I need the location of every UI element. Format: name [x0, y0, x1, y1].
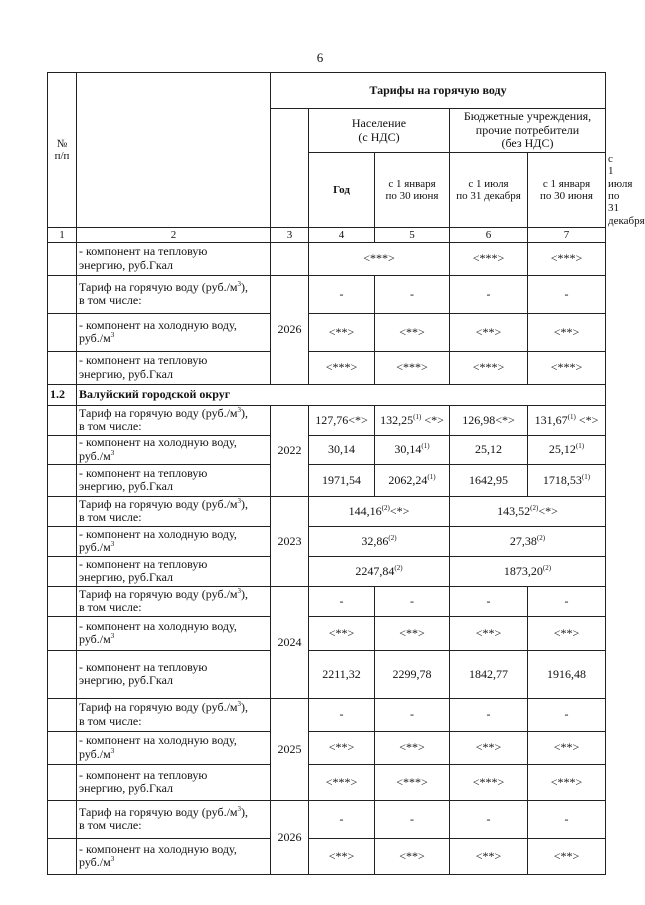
row-label-heat: - компонент на тепловую энергию, руб.Гкал	[77, 650, 271, 698]
value-cell: 2299,78	[375, 650, 450, 698]
value-cell: 126,98<*>	[450, 405, 528, 435]
value-cell: <***>	[450, 242, 528, 275]
value-cell: <***>	[309, 242, 450, 275]
value-cell: 25,12	[450, 435, 528, 464]
value-cell: <**>	[309, 616, 375, 650]
num-cell	[48, 586, 77, 616]
row-label-cold: - компонент на холодную воду, $руб./м^3$	[77, 313, 271, 351]
value-cell: 131,67$^{(1)}$ <*>	[528, 405, 606, 435]
row-label-tariff: Тариф на горячую воду $(руб./м^3)$, в том числе:	[77, 275, 271, 313]
num-cell	[48, 464, 77, 496]
year-2025: 2025	[271, 698, 309, 800]
num-cell	[48, 650, 77, 698]
value-cell: <***>	[309, 351, 375, 384]
year-2024: 2024	[271, 586, 309, 698]
col-number: 5	[375, 227, 450, 242]
header-year-blank	[271, 109, 309, 228]
header-period-jan: с 1 января по 30 июня	[375, 153, 450, 228]
value-cell: 1842,77	[450, 650, 528, 698]
col-number: 2	[77, 227, 271, 242]
value-cell: <**>	[375, 838, 450, 874]
value-cell: <**>	[309, 731, 375, 764]
value-cell: 25,12$^{(1)}$	[528, 435, 606, 464]
value-cell: -	[375, 275, 450, 313]
value-cell: <***>	[528, 764, 606, 800]
row-label-heat: - компонент на тепловую энергию, руб.Гкал	[77, 242, 271, 275]
value-cell: 1718,53$^{(1)}$	[528, 464, 606, 496]
value-cell: 1971,54	[309, 464, 375, 496]
row-label-tariff: Тариф на горячую воду $(руб./м^3)$, в том числе:	[77, 405, 271, 435]
value-cell: <**>	[309, 838, 375, 874]
value-cell: <***>	[375, 764, 450, 800]
value-cell: -	[450, 275, 528, 313]
value-cell: <**>	[528, 838, 606, 874]
header-budget: Бюджетные учреждения, прочие потребители (без НДС)	[450, 109, 606, 153]
col-number: 6	[450, 227, 528, 242]
value-cell: <**>	[528, 731, 606, 764]
row-label-cold: - компонент на холодную воду, $руб./м^3$	[77, 616, 271, 650]
value-cell: 2247,84$^{(2)}$	[309, 556, 450, 586]
section-number: 1.2	[48, 384, 77, 405]
value-cell: -	[450, 698, 528, 731]
value-cell: <***>	[375, 351, 450, 384]
value-cell: <**>	[375, 313, 450, 351]
value-cell: 27,38$^{(2)}$	[450, 526, 606, 556]
value-cell: 1642,95	[450, 464, 528, 496]
value-cell: <***>	[309, 764, 375, 800]
col-number: 3	[271, 227, 309, 242]
year-2026: 2026	[271, 800, 309, 874]
value-cell: -	[528, 800, 606, 838]
value-cell: 30,14$^{(1)}$	[375, 435, 450, 464]
value-cell: -	[450, 800, 528, 838]
row-label-heat: - компонент на тепловую энергию, руб.Гкал	[77, 764, 271, 800]
header-blank	[77, 73, 271, 228]
num-cell	[48, 496, 77, 526]
value-cell: <**>	[375, 731, 450, 764]
value-cell: <***>	[528, 242, 606, 275]
value-cell: <***>	[450, 764, 528, 800]
value-cell: $144,16^{(2)}<*>$	[309, 496, 450, 526]
value-cell: -	[450, 586, 528, 616]
value-cell: <**>	[450, 731, 528, 764]
value-cell: <**>	[375, 616, 450, 650]
year-2022: 2022	[271, 405, 309, 496]
value-cell: -	[528, 698, 606, 731]
header-year: Год	[309, 153, 375, 228]
num-cell	[48, 838, 77, 874]
value-cell: 1873,20$^{(2)}$	[450, 556, 606, 586]
value-cell: -	[309, 275, 375, 313]
value-cell: -	[375, 698, 450, 731]
row-label-cold: - компонент на холодную воду, $руб./м^3$	[77, 526, 271, 556]
year-2023: 2023	[271, 496, 309, 586]
num-cell	[48, 616, 77, 650]
year-2026: 2026	[271, 275, 309, 384]
value-cell: -	[309, 698, 375, 731]
value-cell: $143,52^{(2)}<*>$	[450, 496, 606, 526]
num-cell	[48, 405, 77, 435]
value-cell: -	[528, 275, 606, 313]
row-label-heat: - компонент на тепловую энергию, руб.Гкал	[77, 464, 271, 496]
row-label-tariff: Тариф на горячую воду $(руб./м^3)$, в том числе:	[77, 698, 271, 731]
value-cell: <**>	[528, 313, 606, 351]
value-cell: <***>	[528, 351, 606, 384]
value-cell: <**>	[450, 313, 528, 351]
value-cell: -	[309, 586, 375, 616]
num-cell	[48, 698, 77, 731]
header-population: Население (с НДС)	[309, 109, 450, 153]
value-cell: -	[309, 800, 375, 838]
num-cell	[48, 526, 77, 556]
row-label-cold: - компонент на холодную воду, $руб./м^3$	[77, 838, 271, 874]
row-label-heat: - компонент на тепловую энергию, руб.Гкал	[77, 351, 271, 384]
num-cell	[48, 242, 77, 275]
value-cell: -	[528, 586, 606, 616]
value-cell: 32,86$^{(2)}$	[309, 526, 450, 556]
value-cell: 30,14	[309, 435, 375, 464]
row-label-cold: - компонент на холодную воду, $руб./м^3$	[77, 731, 271, 764]
num-cell	[48, 556, 77, 586]
header-period-jan: с 1 января по 30 июня	[528, 153, 606, 228]
header-num: № п/п	[48, 73, 77, 228]
num-cell	[48, 764, 77, 800]
value-cell: <**>	[450, 838, 528, 874]
value-cell: 127,76<*>	[309, 405, 375, 435]
num-cell	[48, 313, 77, 351]
value-cell: <***>	[450, 351, 528, 384]
value-cell: 1916,48	[528, 650, 606, 698]
value-cell: <**>	[450, 616, 528, 650]
value-cell: <**>	[528, 616, 606, 650]
value-cell: 2062,24$^{(1)}$	[375, 464, 450, 496]
row-label-heat: - компонент на тепловую энергию, руб.Гкал	[77, 556, 271, 586]
value-cell: -	[375, 800, 450, 838]
row-label-tariff: Тариф на горячую воду $(руб./м^3)$, в том числе:	[77, 800, 271, 838]
row-label-tariff: Тариф на горячую воду $(руб./м^3)$, в том числе:	[77, 496, 271, 526]
year-cell	[271, 242, 309, 275]
num-cell	[48, 731, 77, 764]
page-number: 6	[316, 50, 324, 65]
num-cell	[48, 435, 77, 464]
num-cell	[48, 351, 77, 384]
row-label-cold: - компонент на холодную воду, $руб./м^3$	[77, 435, 271, 464]
col-number: 7	[528, 227, 606, 242]
header-group-title: Тарифы на горячую воду	[271, 73, 606, 109]
tariff-table: № п/п Тарифы на горячую воду Население (с НДС) Бюджетные учреждения, прочие потребители (без НДС) Год с 1 января по 30 июня с 1 июля по 31 декабря с 1 января по 30 июня с 1 июля по 31 декабря 1 2 3 4 5 6 7 - компонент на тепловую энергию, руб.Гкал <***> <***> <***> Тариф на горячую воду $(руб./м^3)$, в том числе: 2026 - - - - - компонент на холодную воду, $руб./м^3$ <**> <**> <**> <**> - компонент на тепловую энергию, руб.Гкал <***> <***> <***> <***> 1.2 Валуйский городской округ Тариф на горячую воду $(руб./м^3)$, в том числе: 2022 127,76<*> 132,25$^{(1)}$ <*> 126,98<*> 131,67$^{(1)}$ <*> - компонент на холодную воду, $руб./м^3$ 30,14 30,14$^{(1)}$ 25,12 25,12$^{(1)}$ - компонент на тепловую энергию, руб.Гкал 1971,54 2062,24$^{(1)}$ 1642,95 1718,53$^{(1)}$ Тариф на горячую воду $(руб./м^3)$, в том числе: 2023 $144,16^{(2)}<*>$ $143,52^{(2)}<*>$ - компонент на холодную воду, $руб./м^3$ 32,86$^{(2)}$ 27,38$^{(2)}$ - компонент на тепловую энергию, руб.Гкал 2247,84$^{(2)}$ 1873,20$^{(2)}$ Тариф на горячую воду $(руб./м^3)$, в том числе: 2024 - - - - - компонент на холодную воду, $руб./м^3$ <**> <**> <**> <**> - компонент на тепловую энергию, руб.Гкал 2211,32 2299,78 1842,77 1916,48 Тариф на горячую воду $(руб./м^3)$, в том числе: 2025 - - - - - компонент на холодную воду, $руб./м^3$ <**> <**> <**> <**> - компонент на тепловую энергию, руб.Гкал <***> <***> <***> <***> Тариф на горячую воду $(руб./м^3)$, в том числе: 2026 - - - - - компонент на холодную воду, $руб./м^3$ <**> <**> <**> <**>	[47, 72, 606, 875]
section-title: Валуйский городской округ	[77, 384, 606, 405]
value-cell: <**>	[309, 313, 375, 351]
value-cell: -	[375, 586, 450, 616]
value-cell: 2211,32	[309, 650, 375, 698]
row-label-tariff: Тариф на горячую воду $(руб./м^3)$, в том числе:	[77, 586, 271, 616]
num-cell	[48, 800, 77, 838]
col-number: 1	[48, 227, 77, 242]
col-number: 4	[309, 227, 375, 242]
header-period-jul: с 1 июля по 31 декабря	[450, 153, 528, 228]
num-cell	[48, 275, 77, 313]
value-cell: 132,25$^{(1)}$ <*>	[375, 405, 450, 435]
